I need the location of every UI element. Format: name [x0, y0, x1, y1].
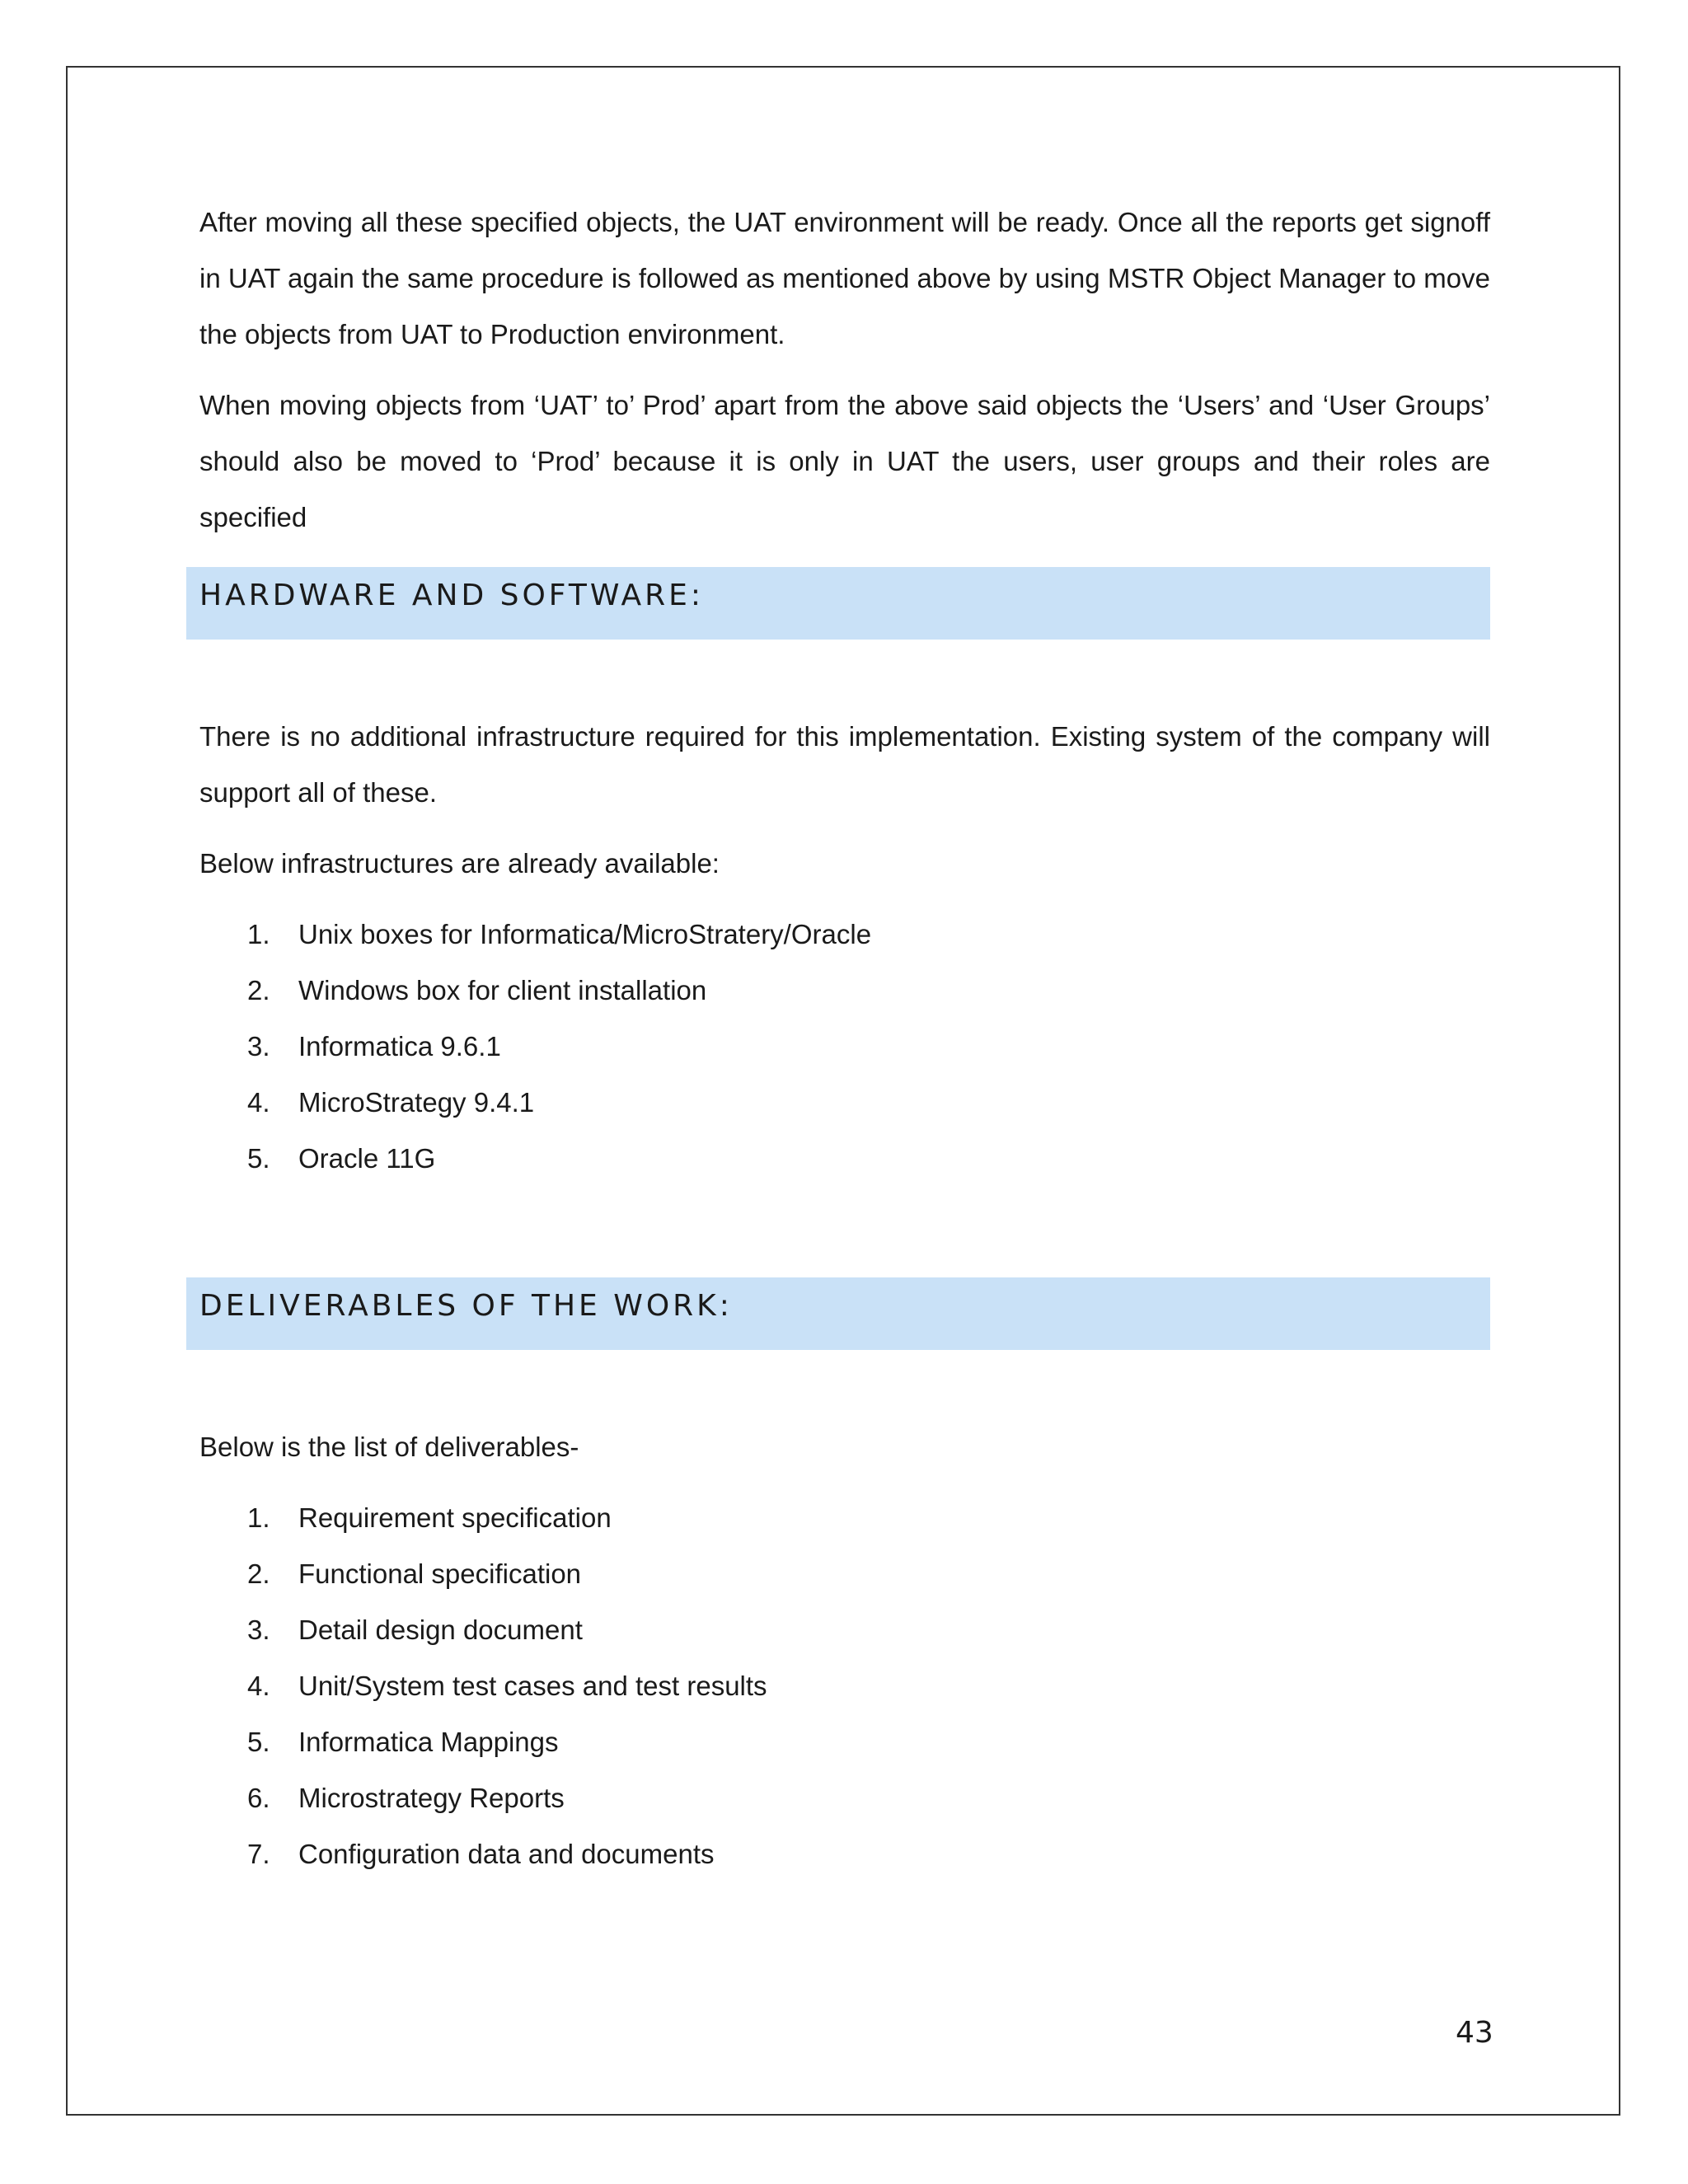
deliverables-intro: Below is the list of deliverables-	[199, 1432, 579, 1462]
deliverables-heading-text: DELIVERABLES OF THE WORK:	[199, 1288, 733, 1323]
list-item-text: Oracle 11G	[298, 1143, 436, 1174]
list-item-number: 2.	[247, 1558, 270, 1589]
intro-paragraph-1: After moving all these specified objects, the UAT environment will be ready. Once all the reports get signoff in UAT again the same procedure is followed as mentioned above by using MSTR Object Manager to move the objects from UAT to Production environment.	[199, 207, 1490, 349]
list-item-number: 1.	[247, 1502, 270, 1533]
list-item-number: 5.	[247, 1727, 270, 1757]
list-item	[199, 1770, 1490, 1826]
list-item	[199, 1546, 1490, 1602]
list-item	[199, 1826, 1490, 1882]
list-item-text: Detail design document	[298, 1615, 583, 1645]
list-item-text: Windows box for client installation	[298, 975, 707, 1005]
list-item-number: 3.	[247, 1615, 270, 1645]
hardware-paragraph-2: Below infrastructures are already available:	[199, 848, 720, 879]
list-item-text: Informatica 9.6.1	[298, 1031, 501, 1062]
list-item	[199, 1714, 1490, 1770]
document-body	[199, 194, 1490, 1882]
list-item-number: 6.	[247, 1783, 270, 1813]
page-number: 43	[1456, 2016, 1493, 2050]
list-item-number: 1.	[247, 919, 270, 949]
list-item-text: Microstrategy Reports	[298, 1783, 565, 1813]
intro-paragraph-2: When moving objects from ‘UAT’ to’ Prod’ apart from the above said objects the ‘Users’ and ‘User Groups’ should also be moved to ‘Prod’ because it is only in UAT the users, user groups and their roles are specified	[199, 390, 1490, 532]
list-item	[199, 1019, 1490, 1075]
list-item	[199, 1490, 1490, 1546]
hardware-section-heading	[186, 567, 1490, 640]
list-item	[199, 1658, 1490, 1714]
infrastructure-list	[199, 907, 1490, 1187]
list-item-text: Functional specification	[298, 1558, 582, 1589]
list-item	[199, 907, 1490, 963]
list-item	[199, 1131, 1490, 1187]
list-item-number: 3.	[247, 1031, 270, 1062]
deliverables-list	[199, 1490, 1490, 1882]
list-item-text: MicroStrategy 9.4.1	[298, 1087, 535, 1118]
list-item-text: Unix boxes for Informatica/MicroStratery/Oracle	[298, 919, 872, 949]
list-item	[199, 1075, 1490, 1131]
list-item-number: 7.	[247, 1839, 270, 1869]
hardware-heading-text: HARDWARE AND SOFTWARE:	[199, 578, 705, 612]
list-item	[199, 963, 1490, 1019]
hardware-paragraph-1: There is no additional infrastructure required for this implementation. Existing system of the company will support all of these.	[199, 721, 1490, 808]
list-item-text: Informatica Mappings	[298, 1727, 559, 1757]
list-item-number: 4.	[247, 1671, 270, 1701]
deliverables-section-heading	[186, 1277, 1490, 1350]
list-item	[199, 1602, 1490, 1658]
section-spacer	[199, 1187, 1490, 1256]
list-item-text: Configuration data and documents	[298, 1839, 715, 1869]
list-item-number: 2.	[247, 975, 270, 1005]
list-item-number: 5.	[247, 1143, 270, 1174]
list-item-text: Requirement specification	[298, 1502, 612, 1533]
list-item-number: 4.	[247, 1087, 270, 1118]
list-item-text: Unit/System test cases and test results	[298, 1671, 767, 1701]
